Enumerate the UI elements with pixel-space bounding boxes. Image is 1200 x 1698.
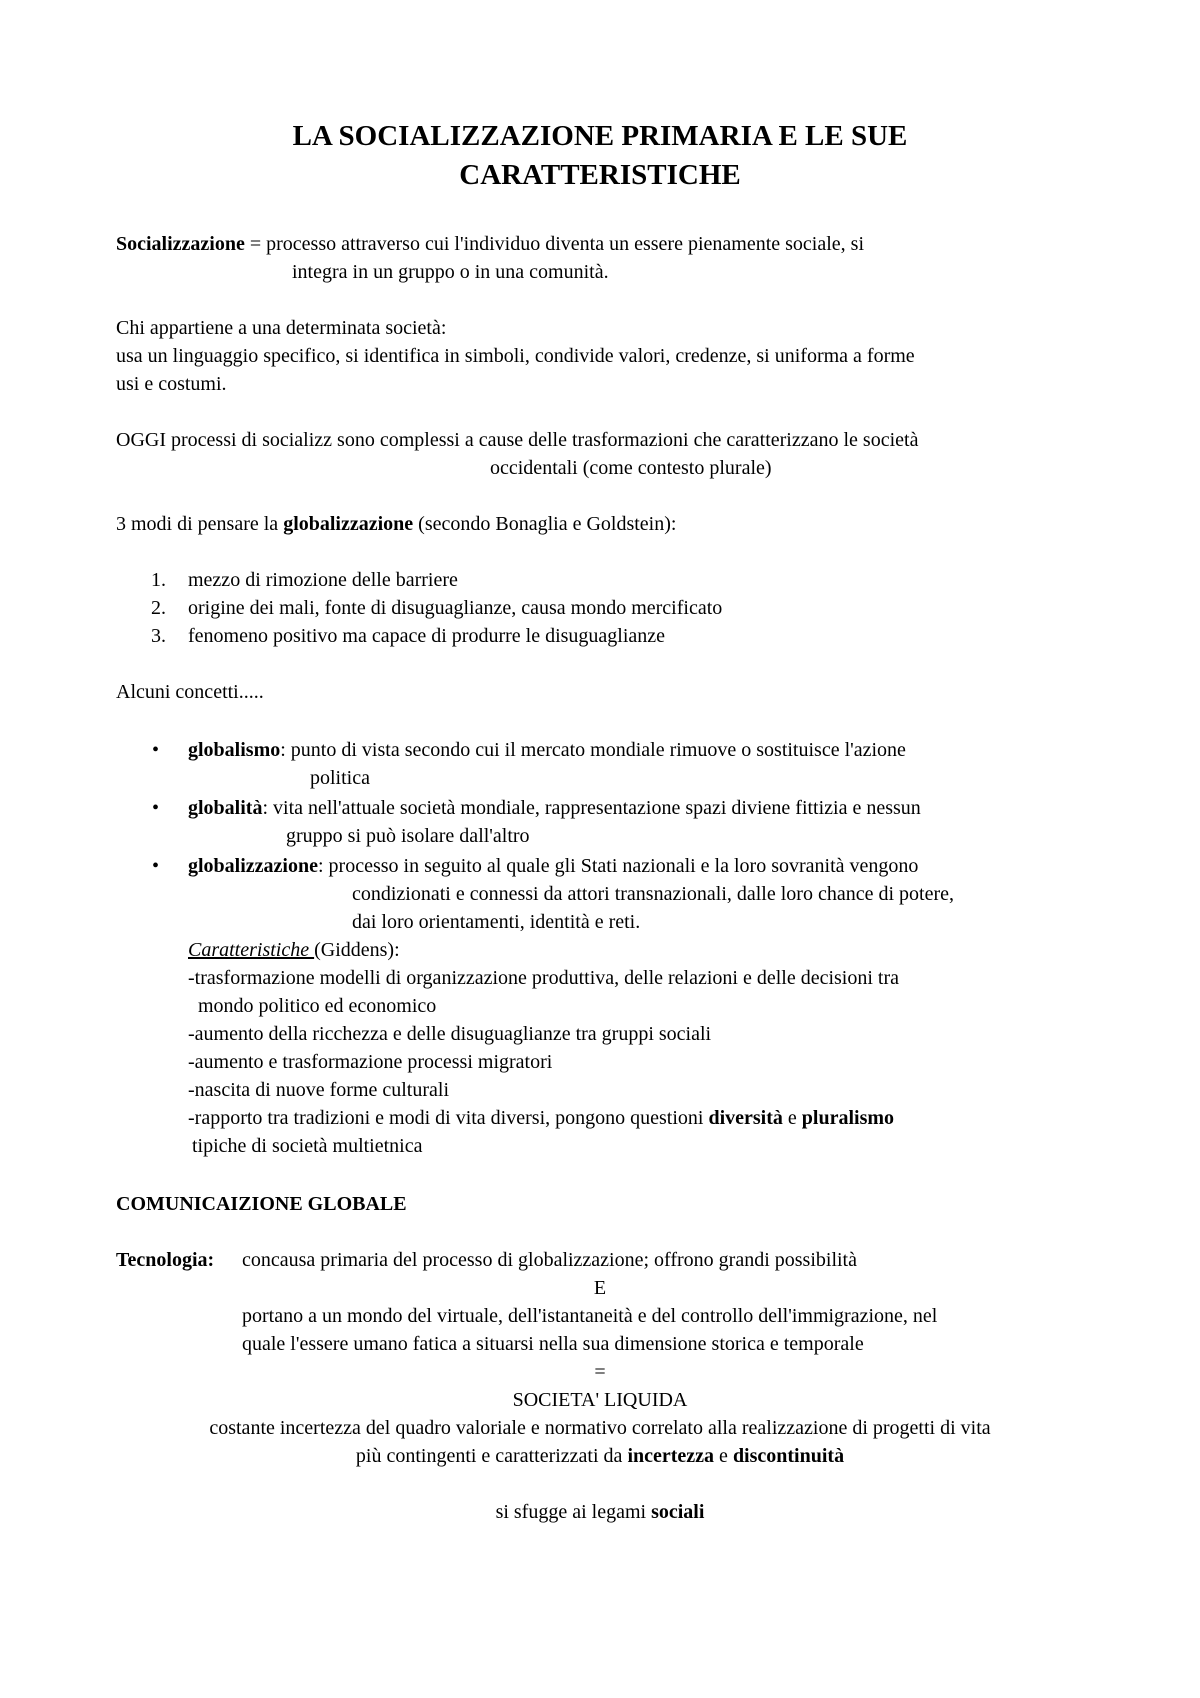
definition-text-cont: integra in un gruppo o in una comunità. [292,261,609,283]
definition-paragraph: Socializzazione = processo attraverso cui l'individuo diventa un essere pienamente sociale, si [116,233,865,255]
globalizzazione-cont-1: condizionati e connessi da attori transnazionali, dalle loro chance di potere, [352,883,954,905]
feature-5-cont: tipiche di società multietnica [192,1135,423,1157]
feature-5: -rapporto tra tradizioni e modi di vita diversi, pongono questioni diversità e pluralismo [188,1107,895,1129]
tech-label: Tecnologia: [116,1249,215,1271]
bullet-icon: • [152,739,160,761]
bullet-icon: • [152,797,160,819]
liquid-desc-1: costante incertezza del quadro valoriale e normativo correlato alla realizzazione di progetti di vita [209,1417,991,1439]
definition-text: processo attraverso cui l'individuo diventa un essere pienamente sociale, si [266,233,865,255]
feature-4: -nascita di nuove forme culturali [188,1079,450,1101]
oggi-line-1: OGGI processi di socializz sono complessi a cause delle trasformazioni che caratterizzano le società [116,429,919,451]
tech-line-1: concausa primaria del processo di globalizzazione; offrono grandi possibilità [242,1249,857,1271]
feature-2: -aumento della ricchezza e delle disuguaglianze tra gruppi sociali [188,1023,712,1045]
society-line-3: usi e costumi. [116,373,227,395]
feature-3: -aumento e trasformazione processi migratori [188,1051,553,1073]
features-heading: Caratteristiche (Giddens): [188,939,400,961]
globalismo-cont: politica [310,767,370,789]
modes-term: globalizzazione [283,513,414,535]
liquid-desc-2: più contingenti e caratterizzati da incertezza e discontinuità [355,1445,845,1467]
closing-line: si sfugge ai legami sociali [495,1501,705,1523]
section-heading: COMUNICAIZIONE GLOBALE [116,1193,407,1215]
tech-line-3: quale l'essere umano fatica a situarsi nella sua dimensione storica e temporale [242,1333,864,1355]
page-title-line-2: CARATTERISTICHE [459,159,741,191]
society-line-2: usa un linguaggio specifico, si identifica in simboli, condivide valori, credenze, si uniforma a forme [116,345,915,367]
globalizzazione-cont-2: dai loro orientamenti, identità e reti. [352,911,641,933]
liquid-society: SOCIETA' LIQUIDA [512,1389,688,1411]
feature-1: -trasformazione modelli di organizzazione produttiva, delle relazioni e delle decisioni tra [188,967,900,989]
definition-term: Socializzazione [116,233,245,255]
connector-e: E [593,1277,607,1299]
globalita-cont: gruppo si può isolare dall'altro [286,825,530,847]
page-title-line-1: LA SOCIALIZZAZIONE PRIMARIA E LE SUE [292,120,908,152]
society-line-1: Chi appartiene a una determinata società: [116,317,447,339]
document-page: LA SOCIALIZZAZIONE PRIMARIA E LE SUE CARATTERISTICHE Socializzazione = processo attraverso cui l'individuo diventa un essere pienamente sociale, si integra in un gruppo o in una comunità. Chi appartiene a una determinata società: usa un linguaggio specifico, si identifica in simboli, condivide valori, credenze, si uniforma a forme usi e costumi. OGGI processi di socializz sono complessi a cause delle trasformazioni che caratterizzano le società occidentali (come contesto plurale) 3 modi di pensare la globalizzazione (secondo Bonaglia e Goldstein): 1. mezzo di rimozione delle barriere 2. origine dei mali, fonte di disuguaglianze, causa mondo mercificato 3. fenomeno positivo ma capace di produrre le disuguaglianze Alcuni concetti..... • globalismo: punto di vista secondo cui il mercato mondiale rimuove o sostituisce l'azione politica • globalità: vita nell'attuale società mondiale, rappresentazione spazi diviene fittizia e nessun gruppo si può isolare dall'altro • globalizzazione: processo in seguito al quale gli Stati nazionali e la loro sovranità vengono condizionati e connessi da attori transnazionali, dalle loro chance di potere, dai loro orientamenti, identità e reti. Caratteristiche (Giddens): -trasformazione modelli di organizzazione produttiva, delle relazioni e delle decisioni tra mondo politico ed economico -aumento della ricchezza e delle disuguaglianze tra gruppi sociali -aumento e trasformazione processi migratori -nascita di nuove forme culturali -rapporto tra tradizioni e modi di vita diversi, pongono questioni diversità e pluralismo tipiche di società multietnica COMUNICAIZIONE GLOBALE Tecnologia: concausa primaria del processo di globalizzazione; offrono grandi possibilità E portano a un mondo del virtuale, dell'istantaneità e del controllo dell'immigrazione, nel quale l'essere umano fatica a situarsi nella sua dimensione storica e temporale = SOCIETA' LIQUIDA costante incertezza del quadro valoriale e normativo correlato alla realizzazione di progetti di vita più contingenti e caratterizzati da incertezza e discontinuità si sfugge ai legami sociali [0,0,1200,1698]
concepts-intro: Alcuni concetti..... [116,681,264,703]
feature-1-cont: mondo politico ed economico [198,995,437,1017]
bullet-icon: • [152,855,160,877]
modes-intro: 3 modi di pensare la globalizzazione (secondo Bonaglia e Goldstein): [116,513,677,535]
oggi-line-2: occidentali (come contesto plurale) [490,457,772,479]
equals-sign: = [594,1361,606,1383]
tech-line-2: portano a un mondo del virtuale, dell'istantaneità e del controllo dell'immigrazione, nel [242,1305,938,1327]
